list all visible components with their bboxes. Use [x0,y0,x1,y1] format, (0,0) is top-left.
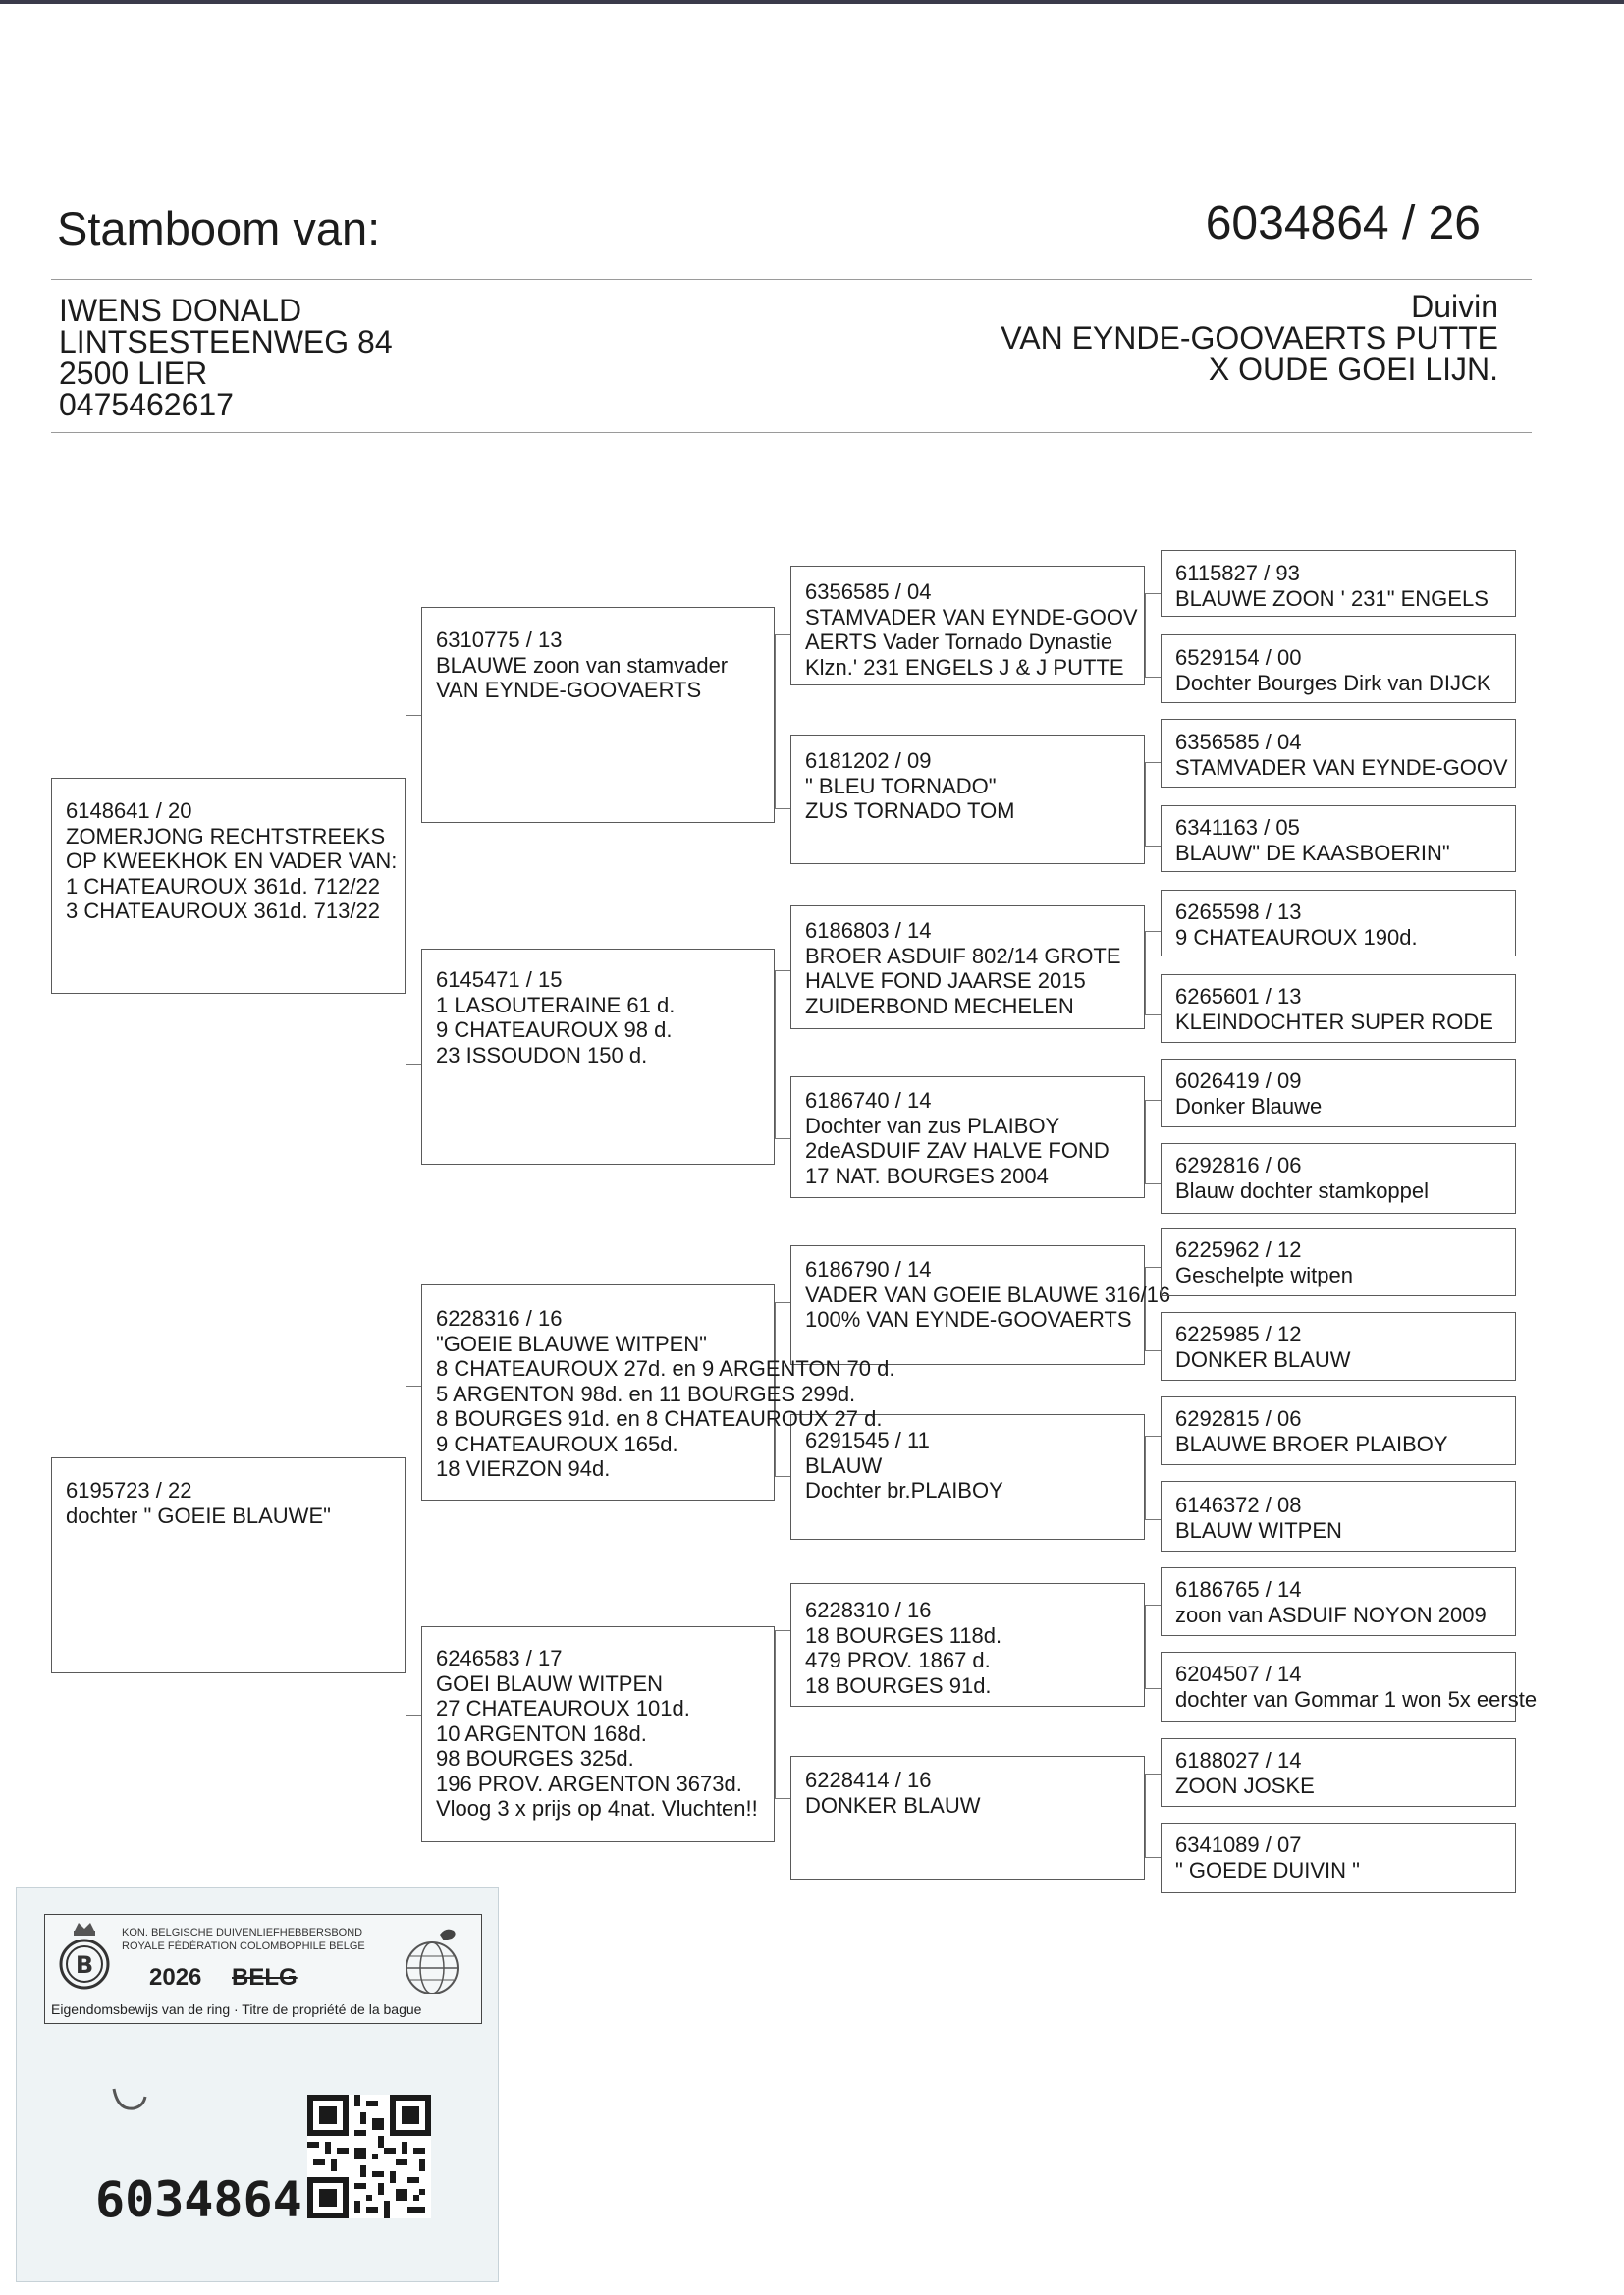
g4-line: DONKER BLAUW [1175,1346,1351,1372]
g2-line: 9 CHATEAUROUX 165d. [436,1431,678,1456]
g4-line: BLAUWE ZOON ' 231" ENGELS [1175,585,1489,611]
g4-text-16 [1175,1832,1360,1883]
g4-ring: 6146372 / 08 [1175,1493,1302,1517]
bird-sex: Duivin [1411,289,1498,324]
dam-line: dochter " GOEIE BLAUWE" [66,1503,331,1528]
g3-line: VADER VAN GOEIE BLAUWE 316/16 [805,1282,1171,1307]
g4-line: zoon van ASDUIF NOYON 2009 [1175,1602,1487,1627]
g4-text-14 [1175,1662,1537,1712]
g2-line: "GOEIE BLAUWE WITPEN" [436,1331,707,1356]
g4-ring: 6225962 / 12 [1175,1237,1302,1262]
g2-line: Vloog 3 x prijs op 4nat. Vluchten!! [436,1796,758,1821]
g4-ring: 6529154 / 00 [1175,645,1302,670]
federation-name-nl: KON. BELGISCHE DUIVENLIEFHEBBERSBOND [122,1927,363,1939]
certificate-ring-number: 6034864 [95,2171,302,2228]
g4-text-4 [1175,815,1450,865]
g4-text-11 [1175,1406,1448,1456]
g2-line: 18 VIERZON 94d. [436,1456,611,1481]
g2-line: VAN EYNDE-GOOVAERTS [436,678,702,702]
g2-line: 1 LASOUTERAINE 61 d. [436,992,676,1017]
ring-certificate-card [16,1887,499,2282]
g3-ring: 6186790 / 14 [805,1257,932,1282]
g3-text-8 [805,1768,980,1818]
g3-line: AERTS Vader Tornado Dynastie [805,629,1113,654]
sire-line: 3 CHATEAUROUX 361d. 713/22 [66,899,380,923]
ownership-label: Eigendomsbewijs van de ring · Titre de propriété de la bague [51,2001,422,2017]
certificate-header [44,1914,482,2024]
sire-ring: 6148641 / 20 [66,798,192,823]
g3-line: 2deASDUIF ZAV HALVE FOND [805,1138,1110,1163]
g4-line: Donker Blauwe [1175,1093,1323,1119]
globe-pigeon-icon [389,1925,475,1999]
g4-text-1 [1175,561,1489,611]
g2-text-2 [436,967,675,1067]
svg-text:B: B [75,1951,94,1979]
g4-ring: 6292816 / 06 [1175,1153,1302,1177]
certificate-year: 2026 [149,1964,202,1991]
connector-g3-1 [1145,593,1161,678]
g3-line: " BLEU TORNADO" [805,773,997,798]
ring-number: 6034864 / 26 [1205,197,1481,249]
g3-line: ZUS TORNADO TOM [805,798,1015,823]
g4-ring: 6356585 / 04 [1175,730,1302,754]
g3-text-4 [805,1088,1110,1188]
g3-line: Dochter van zus PLAIBOY [805,1113,1060,1138]
connector-g2-2 [775,970,790,1139]
g4-line: ZOON JOSKE [1175,1773,1315,1798]
g2-line: BLAUWE zoon van stamvader [436,652,729,678]
g3-line: BROER ASDUIF 802/14 GROTE [805,943,1121,968]
g3-line: Klzn.' 231 ENGELS J & J PUTTE [805,654,1124,680]
g4-ring: 6341163 / 05 [1175,815,1300,840]
g3-line: 100% VAN EYNDE-GOOVAERTS [805,1307,1132,1332]
g4-text-5 [1175,900,1418,950]
g4-text-13 [1175,1577,1487,1627]
owner-divider [51,432,1532,433]
g2-line: 23 ISSOUDON 150 d. [436,1042,648,1067]
g3-line: 479 PROV. 1867 d. [805,1648,991,1672]
connector-g3-7 [1145,1605,1161,1689]
g2-text-1 [436,628,728,703]
bird-description [1001,291,1498,385]
page-title: Stamboom van: [57,202,381,254]
g2-line: 196 PROV. ARGENTON 3673d. [436,1771,742,1796]
owner-street: LINTSESTEENWEG 84 [59,324,393,359]
g4-line: 9 CHATEAUROUX 190d. [1175,924,1418,950]
g4-text-6 [1175,984,1493,1034]
connector-g3-4 [1145,1100,1161,1184]
g4-line: Geschelpte witpen [1175,1262,1353,1287]
g2-line: 10 ARGENTON 168d. [436,1721,647,1746]
g4-line: dochter van Gommar 1 won 5x eerste [1175,1686,1538,1712]
g4-text-8 [1175,1153,1429,1203]
g4-text-9 [1175,1237,1353,1287]
g4-text-7 [1175,1068,1322,1119]
sire-line: OP KWEEKHOK EN VADER VAN: [66,848,398,873]
connector-g2-1 [775,634,790,809]
g4-line: BLAUWE BROER PLAIBOY [1175,1431,1448,1456]
header-divider [51,279,1532,280]
g3-ring: 6181202 / 09 [805,748,932,773]
g4-ring: 6186765 / 14 [1175,1577,1302,1602]
g4-line: " GOEDE DUIVIN " [1175,1857,1360,1883]
g3-ring: 6356585 / 04 [805,579,932,604]
g2-text-3 [436,1306,894,1482]
g3-line: 18 BOURGES 91d. [805,1672,992,1698]
g3-text-2 [805,748,1015,824]
owner-name: IWENS DONALD [59,293,302,328]
g4-ring: 6026419 / 09 [1175,1068,1302,1093]
g3-line: Dochter br.PLAIBOY [805,1478,1003,1503]
g4-ring: 6292815 / 06 [1175,1406,1302,1431]
owner-city: 2500 LIER [59,355,208,391]
g2-ring: 6145471 / 15 [436,967,563,992]
g3-ring: 6186740 / 14 [805,1088,932,1113]
sire-text [66,798,397,924]
connector-g3-2 [1145,762,1161,847]
g4-line: BLAUW" DE KAASBOERIN" [1175,840,1450,865]
connector-sire [406,715,421,1065]
g4-ring: 6188027 / 14 [1175,1748,1302,1773]
connector-g2-4 [775,1630,790,1799]
federation-name-fr: ROYALE FÉDÉRATION COLOMBOPHILE BELGE [122,1940,365,1952]
g3-text-7 [805,1598,1001,1698]
g3-line: STAMVADER VAN EYNDE-GOOV [805,604,1138,629]
g2-line: 9 CHATEAUROUX 98 d. [436,1017,673,1042]
g3-line: HALVE FOND JAARSE 2015 [805,968,1086,993]
g4-ring: 6265601 / 13 [1175,984,1302,1009]
g4-ring: 6225985 / 12 [1175,1322,1302,1346]
g2-line: 8 BOURGES 91d. en 8 CHATEAUROUX 27 d. [436,1406,883,1431]
g4-text-12 [1175,1493,1342,1543]
connector-g3-3 [1145,931,1161,1015]
connector-g3-6 [1145,1436,1161,1520]
g4-ring: 6115827 / 93 [1175,561,1300,585]
g4-line: BLAUW WITPEN [1175,1517,1342,1543]
g3-line: ZUIDERBOND MECHELEN [805,993,1074,1018]
g3-ring: 6228414 / 16 [805,1768,932,1792]
g2-line: 8 CHATEAUROUX 27d. en 9 ARGENTON 70 d. [436,1356,895,1381]
g3-ring: 6186803 / 14 [805,918,932,943]
g3-line: BLAUW [805,1452,883,1478]
g2-line: 5 ARGENTON 98d. en 11 BOURGES 299d. [436,1381,856,1406]
g4-ring: 6265598 / 13 [1175,900,1302,924]
g2-text-4 [436,1646,758,1822]
g4-line: Dochter Bourges Dirk van DIJCK [1175,670,1491,695]
g3-line: DONKER BLAUW [805,1792,981,1818]
g2-line: 27 CHATEAUROUX 101d. [436,1696,690,1721]
sire-line: ZOMERJONG RECHTSTREEKS [66,823,386,848]
g4-text-2 [1175,645,1491,695]
g3-ring: 6291545 / 11 [805,1428,930,1452]
top-edge-line [0,0,1624,4]
g4-text-3 [1175,730,1508,780]
g3-line: 17 NAT. BOURGES 2004 [805,1163,1049,1188]
g2-ring: 6310775 / 13 [436,628,563,652]
owner-phone: 0475462617 [59,387,234,422]
g3-text-3 [805,918,1121,1018]
g4-line: STAMVADER VAN EYNDE-GOOV [1175,754,1508,780]
g2-ring: 6246583 / 17 [436,1646,563,1670]
g2-line: GOEI BLAUW WITPEN [436,1670,664,1696]
sire-line: 1 CHATEAUROUX 361d. 712/22 [66,873,380,899]
g4-line: Blauw dochter stamkoppel [1175,1177,1430,1203]
g4-line: KLEINDOCHTER SUPER RODE [1175,1009,1493,1034]
dam-ring: 6195723 / 22 [66,1478,192,1503]
dam-text [66,1478,331,1528]
certificate-country: BELG [232,1964,298,1991]
federation-emblem-icon [53,1921,116,1995]
g3-text-1 [805,579,1138,680]
connector-g3-8 [1145,1774,1161,1858]
bird-line-2: X OUDE GOEI LIJN. [1208,352,1498,387]
g4-ring: 6204507 / 14 [1175,1662,1302,1686]
owner-block [59,295,393,420]
g4-ring: 6341089 / 07 [1175,1832,1302,1857]
g4-text-10 [1175,1322,1350,1372]
qr-code-icon [307,2095,431,2218]
connector-dam [406,1386,421,1716]
bird-line-1: VAN EYNDE-GOOVAERTS PUTTE [1001,320,1498,355]
g4-text-15 [1175,1748,1315,1798]
g3-line: 18 BOURGES 118d. [805,1622,1002,1648]
g2-line: 98 BOURGES 325d. [436,1746,634,1771]
g3-ring: 6228310 / 16 [805,1598,932,1622]
hologram-mark-icon [110,2081,149,2120]
g2-ring: 6228316 / 16 [436,1306,563,1331]
